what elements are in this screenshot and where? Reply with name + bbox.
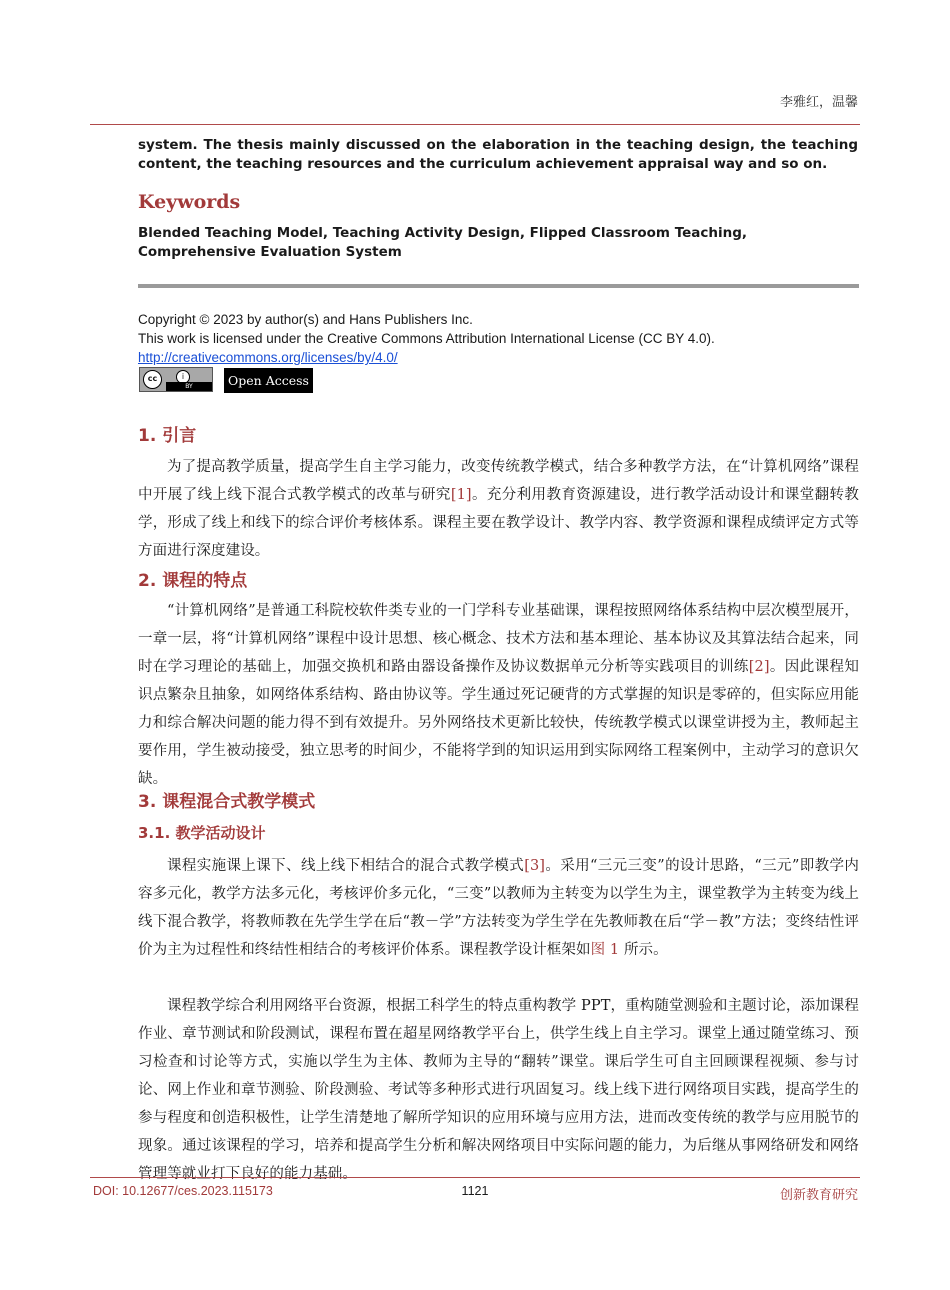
text-run: 。采用“三元三变”的设计思路，“三元”即教学内容多元化，教学方法多元化，考核评价多元化，“三变”以教师为主转变为以学生为主，课堂教学为主转变为线上线下混合教学，将教师教在先学生学在后“教－学”方法转变为学生学在先教师教在后“学－教”方法；变终结性评价为主为过程性和终结性相结合的考核评价体系。课程教学设计框架如: [138, 858, 859, 958]
text-run: 为了提高教学质量，提高学生自主学习能力，改变传统教学模式，结合多种教学方法，在“计算机网络”课程中开展了线上线下混合式教学模式的改革与研究: [138, 459, 859, 503]
cc-by-badge[interactable]: [139, 367, 213, 392]
footer-doi: DOI: 10.12677/ces.2023.115173: [93, 1184, 273, 1198]
license-statement: This work is licensed under the Creative Commons Attribution International License (CC BY 4.0).: [138, 331, 715, 346]
section-1-heading: 1. 引言: [138, 426, 197, 446]
text-run: “计算机网络”是普通工科院校软件类专业的一门学科专业基础课，课程按照网络体系结构中层次模型展开，一章一层，将“计算机网络”课程中设计思想、核心概念、技术方法和基本理论、基本协议及其算法结合起来，同时在学习理论的基础上，加强交换机和路由器设备操作及协议数据单元分析等实践项目的训练: [138, 603, 859, 675]
text-run: 所示。: [619, 942, 668, 958]
text-run: 课程实施课上课下、线上线下相结合的混合式教学模式: [167, 858, 525, 874]
cc-icon: cc: [143, 370, 162, 389]
citation-link[interactable]: [2]: [748, 659, 770, 675]
section-divider: [138, 284, 859, 288]
attribution-icon: i: [176, 370, 190, 384]
license-block: [138, 310, 715, 367]
section-3-paragraph-2: 课程教学综合利用网络平台资源，根据工科学生的特点重构教学 PPT，重构随堂测验和主题讨论，添加课程作业、章节测试和阶段测试，课程布置在超星网络教学平台上，供学生线上自主学习。课堂上通过随堂练习、预习检查和讨论等方式，实施以学生为主体、教师为主导的“翻转”课堂。课后学生可自主回顾课程视频、参与讨论、网上作业和章节测验、阶段测验、考试等多种形式进行巩固复习。线上线下进行网络项目实践，提高学生的参与程度和创造积极性，让学生清楚地了解所学知识的应用环境与应用方法，进而改变传统的教学与应用脱节的现象。通过该课程的学习，培养和提高学生分析和解决网络项目中实际问题的能力，为后继从事网络研发和网络管理等就业打下良好的能力基础。: [138, 998, 859, 1182]
section-2-heading: 2. 课程的特点: [138, 571, 248, 591]
section-3-heading: 3. 课程混合式教学模式: [138, 792, 316, 812]
citation-link[interactable]: [3]: [524, 858, 546, 874]
running-header-authors: 李雅红，温馨: [779, 95, 858, 110]
copyright-line: Copyright © 2023 by author(s) and Hans Publishers Inc.: [138, 312, 473, 327]
by-label: BY: [166, 382, 212, 391]
abstract-continuation: system. The thesis mainly discussed on the elaboration in the teaching design, the teaching content, the teaching resources and the curriculum achievement appraisal way and so on.: [138, 137, 858, 172]
keywords-heading: Keywords: [138, 191, 241, 213]
citation-link[interactable]: [1]: [450, 487, 472, 503]
page-number: 1121: [461, 1184, 489, 1198]
footer-divider: [90, 1177, 860, 1178]
open-access-badge: Open Access: [224, 368, 313, 393]
keywords-text: Blended Teaching Model, Teaching Activity Design, Flipped Classroom Teaching, Comprehensive Evaluation System: [138, 225, 748, 260]
section-2-paragraph: [138, 597, 859, 793]
section-3-paragraph-1: [138, 852, 859, 964]
header-divider: [90, 124, 860, 125]
section-1-paragraph: [138, 453, 859, 565]
figure-link[interactable]: 图 1: [590, 942, 620, 958]
text-run: 。因此课程知识点繁杂且抽象，如网络体系结构、路由协议等。学生通过死记硬背的方式掌握的知识是零碎的，但实际应用能力和综合解决问题的能力得不到有效提升。另外网络技术更新比较快，传统教学模式以课堂讲授为主，教师起主要作用，学生被动接受，独立思考的时间少，不能将学到的知识运用到实际网络工程案例中，主动学习的意识欠缺。: [138, 659, 859, 787]
journal-name: 创新教育研究: [779, 1188, 858, 1203]
subsection-3-1-heading: 3.1. 教学活动设计: [138, 824, 266, 842]
license-link[interactable]: http://creativecommons.org/licenses/by/4.0/: [138, 350, 398, 365]
text-run: 。充分利用教育资源建设，进行教学活动设计和课堂翻转教学，形成了线上和线下的综合评价考核体系。课程主要在教学设计、教学内容、教学资源和课程成绩评定方式等方面进行深度建设。: [138, 487, 859, 559]
